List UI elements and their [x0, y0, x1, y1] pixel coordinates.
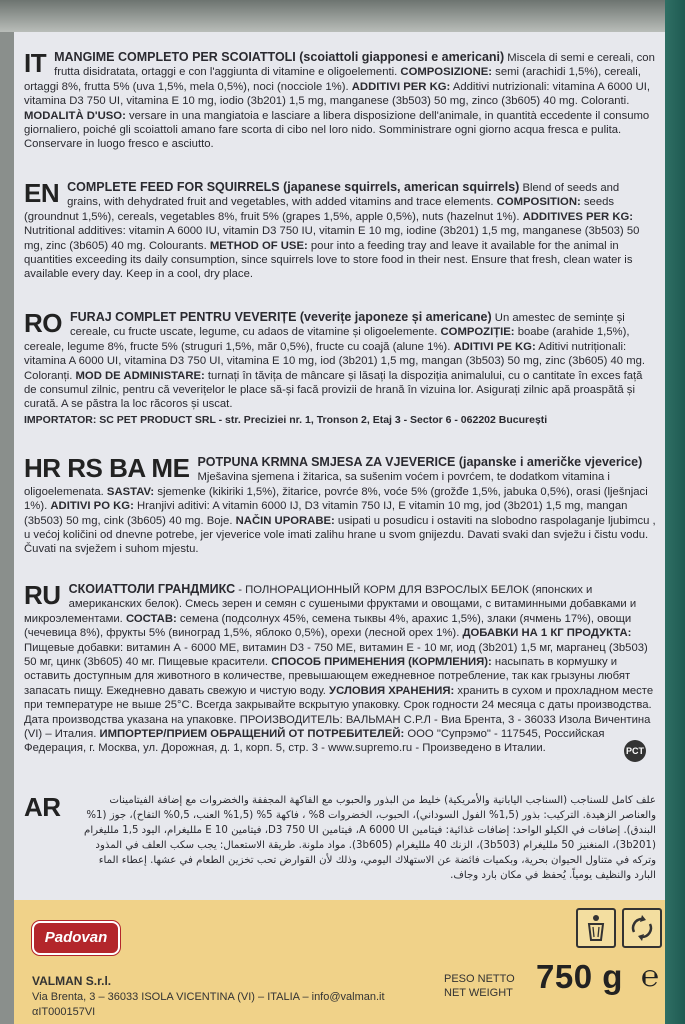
field-text: хранить в сухом и прохладном месте при температуре не выше 25°C. Всегда закрывайте вскрытую упаковку. Срок годности 24 месяца с даты производства. Дата производства указана на упаковке. ПРОИЗВОДИТЕЛЬ: ВАЛЬМАН С.Р.Л - Виа Брента, 3 - 36033 Изола Вичентина (VI) – Италия.: [24, 684, 654, 741]
recycle-icon: [622, 908, 662, 948]
field-text: ООО "Супрэмо" - 117545, Российская Федерация, г. Москва, ул. Дорожная, д. 1, корп. 5, стр. 3 - www.supremo.ru - Произведено в Италии.: [24, 728, 605, 755]
field-text: Aditivi nutriționali: vitamina A 6000 UI, vitamina D3 750 UI, vitamina E 10 mg, iod (3b201) 1,5 mg, mangan (3b503) 50 mg, zinc (3b605) 40 mg. Coloranți.: [24, 340, 646, 382]
importer-line: IMPORTATOR: SC PET PRODUCT SRL - str. Preciziei nr. 1, Tronson 2, Etaj 3 - Sector 6 - 062202 București: [24, 413, 548, 426]
field-label: COMPOSIZIONE:: [400, 66, 493, 79]
section-ro: [24, 310, 656, 427]
product-heading: POTPUNA KRMNA SMJESA ZA VJEVERICE (japanske i američke vjeverice): [197, 455, 643, 469]
padovan-logo: Padovan: [32, 921, 120, 955]
net-weight-en: NET WEIGHT: [444, 987, 513, 999]
package-edge: [665, 0, 685, 1024]
field-text: Miscela di semi e cereali, con frutta disidratata, ortaggi e con l'aggiunta di vitamine e oligoelementi.: [54, 52, 655, 79]
field-text: pour into a feeding tray and leave it available for the animal in quantities exceeding its daily consumption, since squirrels love to store food in their nest. Ensure that fresh, clean water is available every day. Keep in a cool, dry place.: [24, 239, 633, 281]
field-text: seeds (groundnut 1,5%), cereals, vegetables 8%, fruit 5% (grapes 1,5%, apple 0,5%), nuts (hazelnut 1%).: [24, 196, 615, 223]
bin-icon: [576, 908, 616, 948]
company-name: VALMAN S.r.l.: [32, 974, 112, 988]
field-label: COMPOZIȚIE:: [440, 326, 515, 339]
ar-text: علف كامل للسناجب (السناجب اليابانية والأمريكية) خليط من البذور والحبوب مع الفاكهة المجففة والخضروات مع إضافة الفيتامينات والعناصر الزهيدة. التركيب: بذور (1,5% الفول السوداني)، الحبوب، الخضروات 8% ، فاكهة 5% (1,5% العنب، 0,5% التفاح)، جوز (1% البندق). إضافات في الكيلو الواحد: إضافات غذائية: فيتامين A 6000 UI، فيتامين D3 750 UI، فيتامين E 10 ملليغرام، اليود 1,5 ملليغرام (3b201)، المنغنيز 50 ملليغرام (3b503)، الزنك 40 ملليغرام (3b605). مواد ملونة. طريقة الاستعمال: يجب سكب العلف في المذود وتركه في متناول الحيوان بحرية، وبكميات فائضة عن الاستهلاك اليومي، وذلك لأن القوارض تحب تخزين الطعام في عشها. إعطاء الماء البارد والنظيف يومياً. يُحفظ في مكان بارد وجاف.: [84, 795, 656, 881]
field-text: - ПОЛНОРАЦИОННЫЙ КОРМ ДЛЯ ВЗРОСЛЫХ БЕЛОК (японских и американских белок). Смесь зерен и семян с сушеными фруктами и овощами, с витаминными добавками и микроэлементами.: [24, 584, 637, 625]
field-label: SASTAV:: [106, 485, 155, 498]
pct-certification-logo: PCT: [624, 740, 646, 762]
product-heading: MANGIME COMPLETO PER SCOIATTOLI (scoiattoli giapponesi e americani): [54, 50, 505, 64]
field-label: СОСТАВ:: [125, 612, 177, 625]
section-ru: [24, 582, 656, 756]
field-text: versare in una mangiatoia e lasciare a libera disposizione dell'animale, in quantità eccedente il consumo giornaliero, poiché gli scoiattoli amano fare scorta di cibo nel loro nido. Somministrare ogni giorno acqua fresca e pulita. Conservare in luogo fresco e asciutto.: [24, 109, 650, 151]
field-label: ИМПОРТЕР/ПРИЕМ ОБРАЩЕНИЙ ОТ ПОТРЕБИТЕЛЕЙ:: [99, 728, 405, 741]
field-text: boabe (arahide 1,5%), cereale, legume 8%, fructe 5% (struguri 1,5%, măr 0,5%), fructe cu coajă (alune 1%).: [24, 326, 630, 353]
field-label: ДОБАВКИ НА 1 КГ ПРОДУКТА:: [462, 627, 632, 640]
label-panel: [14, 32, 665, 900]
field-text: Пищевые добавки: витамин А - 6000 МЕ, витамин D3 - 750 МЕ, витамин Е - 10 мг, иод (3b201) 1,5 мг, марганец (3b503) 50 мг, цинк (3b605) 40 мг. Пищевые красители.: [24, 641, 648, 669]
field-text: Additivi nutrizionali: vitamina A 6000 UI, vitamina D3 750 UI, vitamina E 10 mg, iodio (3b201) 1,5 mg, manganese (3b503) 50 mg, zinco (3b605) 40 mg. Coloranti.: [24, 80, 650, 108]
background-top: [0, 0, 685, 32]
field-label: СПОСОБ ПРИМЕНЕНИЯ (КОРМЛЕНИЯ):: [271, 656, 492, 669]
company-address: Via Brenta, 3 – 36033 ISOLA VICENTINA (VI) – ITALIA – info@valman.it: [32, 991, 385, 1003]
field-label: NAČIN UPORABE:: [235, 514, 335, 527]
e-mark: ℮: [641, 960, 660, 993]
net-weight-labels: [444, 972, 515, 1000]
field-label: ADITIVI PO KG:: [50, 500, 134, 513]
net-weight-it: PESO NETTO: [444, 973, 515, 985]
field-text: семена (подсолнух 45%, семена тыквы 4%, арахис 1,5%), злаки (ячмень 17%), овощи (чечевица 8%), фрукты 5% (виноград 1,5%, яблоко 0,5%), орехи (лесной орех 1%).: [24, 612, 632, 640]
language-code: IT: [24, 48, 47, 78]
product-heading: СКОИАТТОЛИ ГРАНДМИКС: [68, 582, 236, 596]
field-label: MOD DE ADMINISTARE:: [75, 369, 205, 382]
language-code: HR RS BA ME: [24, 453, 190, 483]
language-code: EN: [24, 178, 60, 208]
field-text: Un amestec de semințe și cereale, cu fructe uscate, legume, cu adaos de vitamine și oligoelemente.: [70, 312, 625, 339]
field-text: Mješavina sjemena i žitarica, sa sušenim voćem i povrćem, te dodatkom vitamina i oligoelemenata.: [24, 471, 610, 498]
language-code: RU: [24, 580, 61, 610]
field-label: УСЛОВИЯ ХРАНЕНИЯ:: [329, 684, 455, 697]
manufacturer-info: [32, 974, 385, 1020]
net-weight-value: 750 g: [536, 958, 623, 995]
field-text: Blend of seeds and grains, with dehydrated fruit and vegetables, with added vitamins and trace elements.: [67, 182, 620, 209]
language-code: RO: [24, 308, 62, 338]
section-en: [24, 180, 656, 282]
field-text: насыпать в кормушку и оставить доступным для животного в количестве, превышающем ежедневное потребление, так как грызуны любят запасать пищу. Ежедневно давать свежую и чистую воду.: [24, 656, 631, 697]
field-label: COMPOSITION:: [496, 196, 581, 209]
field-text: usipati u posudicu i ostaviti na slobodno raspolaganje ljubimcu , u većoj količini od dnevne potrebe, jer vjeverice vole imati zalihu hrane u svom gnijezdu. Davati svaki dan svježu i čistu vodu. Čuvati na svježem i suhom mjestu.: [24, 514, 656, 556]
field-label: ADDITIVES PER KG:: [522, 210, 634, 223]
product-heading: FURAJ COMPLET PENTRU VEVERIȚE (veverițe japoneze și americane): [70, 310, 492, 324]
approval-code: αIT000157VI: [32, 1006, 96, 1018]
field-text: Nutritional additives: vitamin A 6000 IU, vitamin D3 750 IU, vitamin E 10 mg, iodine (3b201) 1,5 mg, manganese (3b503) 50 mg, zinc (3b605) 40 mg. Colourants.: [24, 225, 640, 252]
section-hr: [24, 455, 656, 557]
language-code: AR: [24, 792, 61, 822]
field-text: Hranjivi aditivi: A vitamin 6000 IJ, D3 vitamin 750 IJ, E vitamin 10 mg, jod (3b201) 1,5 mg, mangan (3b503) 50 mg, cink (3b605) 40 mg. Boje.: [24, 500, 628, 527]
section-it: [24, 50, 656, 152]
footer-band: [14, 900, 665, 1024]
field-label: ADITIVI PE KG:: [453, 340, 536, 353]
field-text: sjemenke (kikiriki 1,5%), žitarice, povrće 8%, voće 5% (grožđe 1,5%, jabuka 0,5%), orasi (lješnjaci 1%).: [24, 485, 648, 513]
field-text: semi (arachidi 1,5%), cereali, ortaggi 8%, frutta 5% (uva 1,5%, mela 0,5%), noci (nocciole 1%).: [24, 66, 641, 93]
field-label: MODALITÀ D'USO:: [24, 109, 126, 122]
section-ar: [24, 794, 656, 883]
disposal-icons: [576, 908, 662, 948]
field-text: turnați în tăvița de mâncare și lăsați la dispoziția animalului, cu o cantitate în exces față de consumul zilnic, pentru că veverițelor le place să-și facă provizii de hrană în vizuina lor. Asigurați zilnic apă proaspătă și curată. A se păstra la loc răcoros și uscat.: [24, 369, 643, 411]
product-heading: COMPLETE FEED FOR SQUIRRELS (japanese squirrels, american squirrels): [67, 180, 520, 194]
field-label: METHOD OF USE:: [209, 239, 308, 252]
field-label: ADDITIVI PER KG:: [351, 80, 451, 93]
